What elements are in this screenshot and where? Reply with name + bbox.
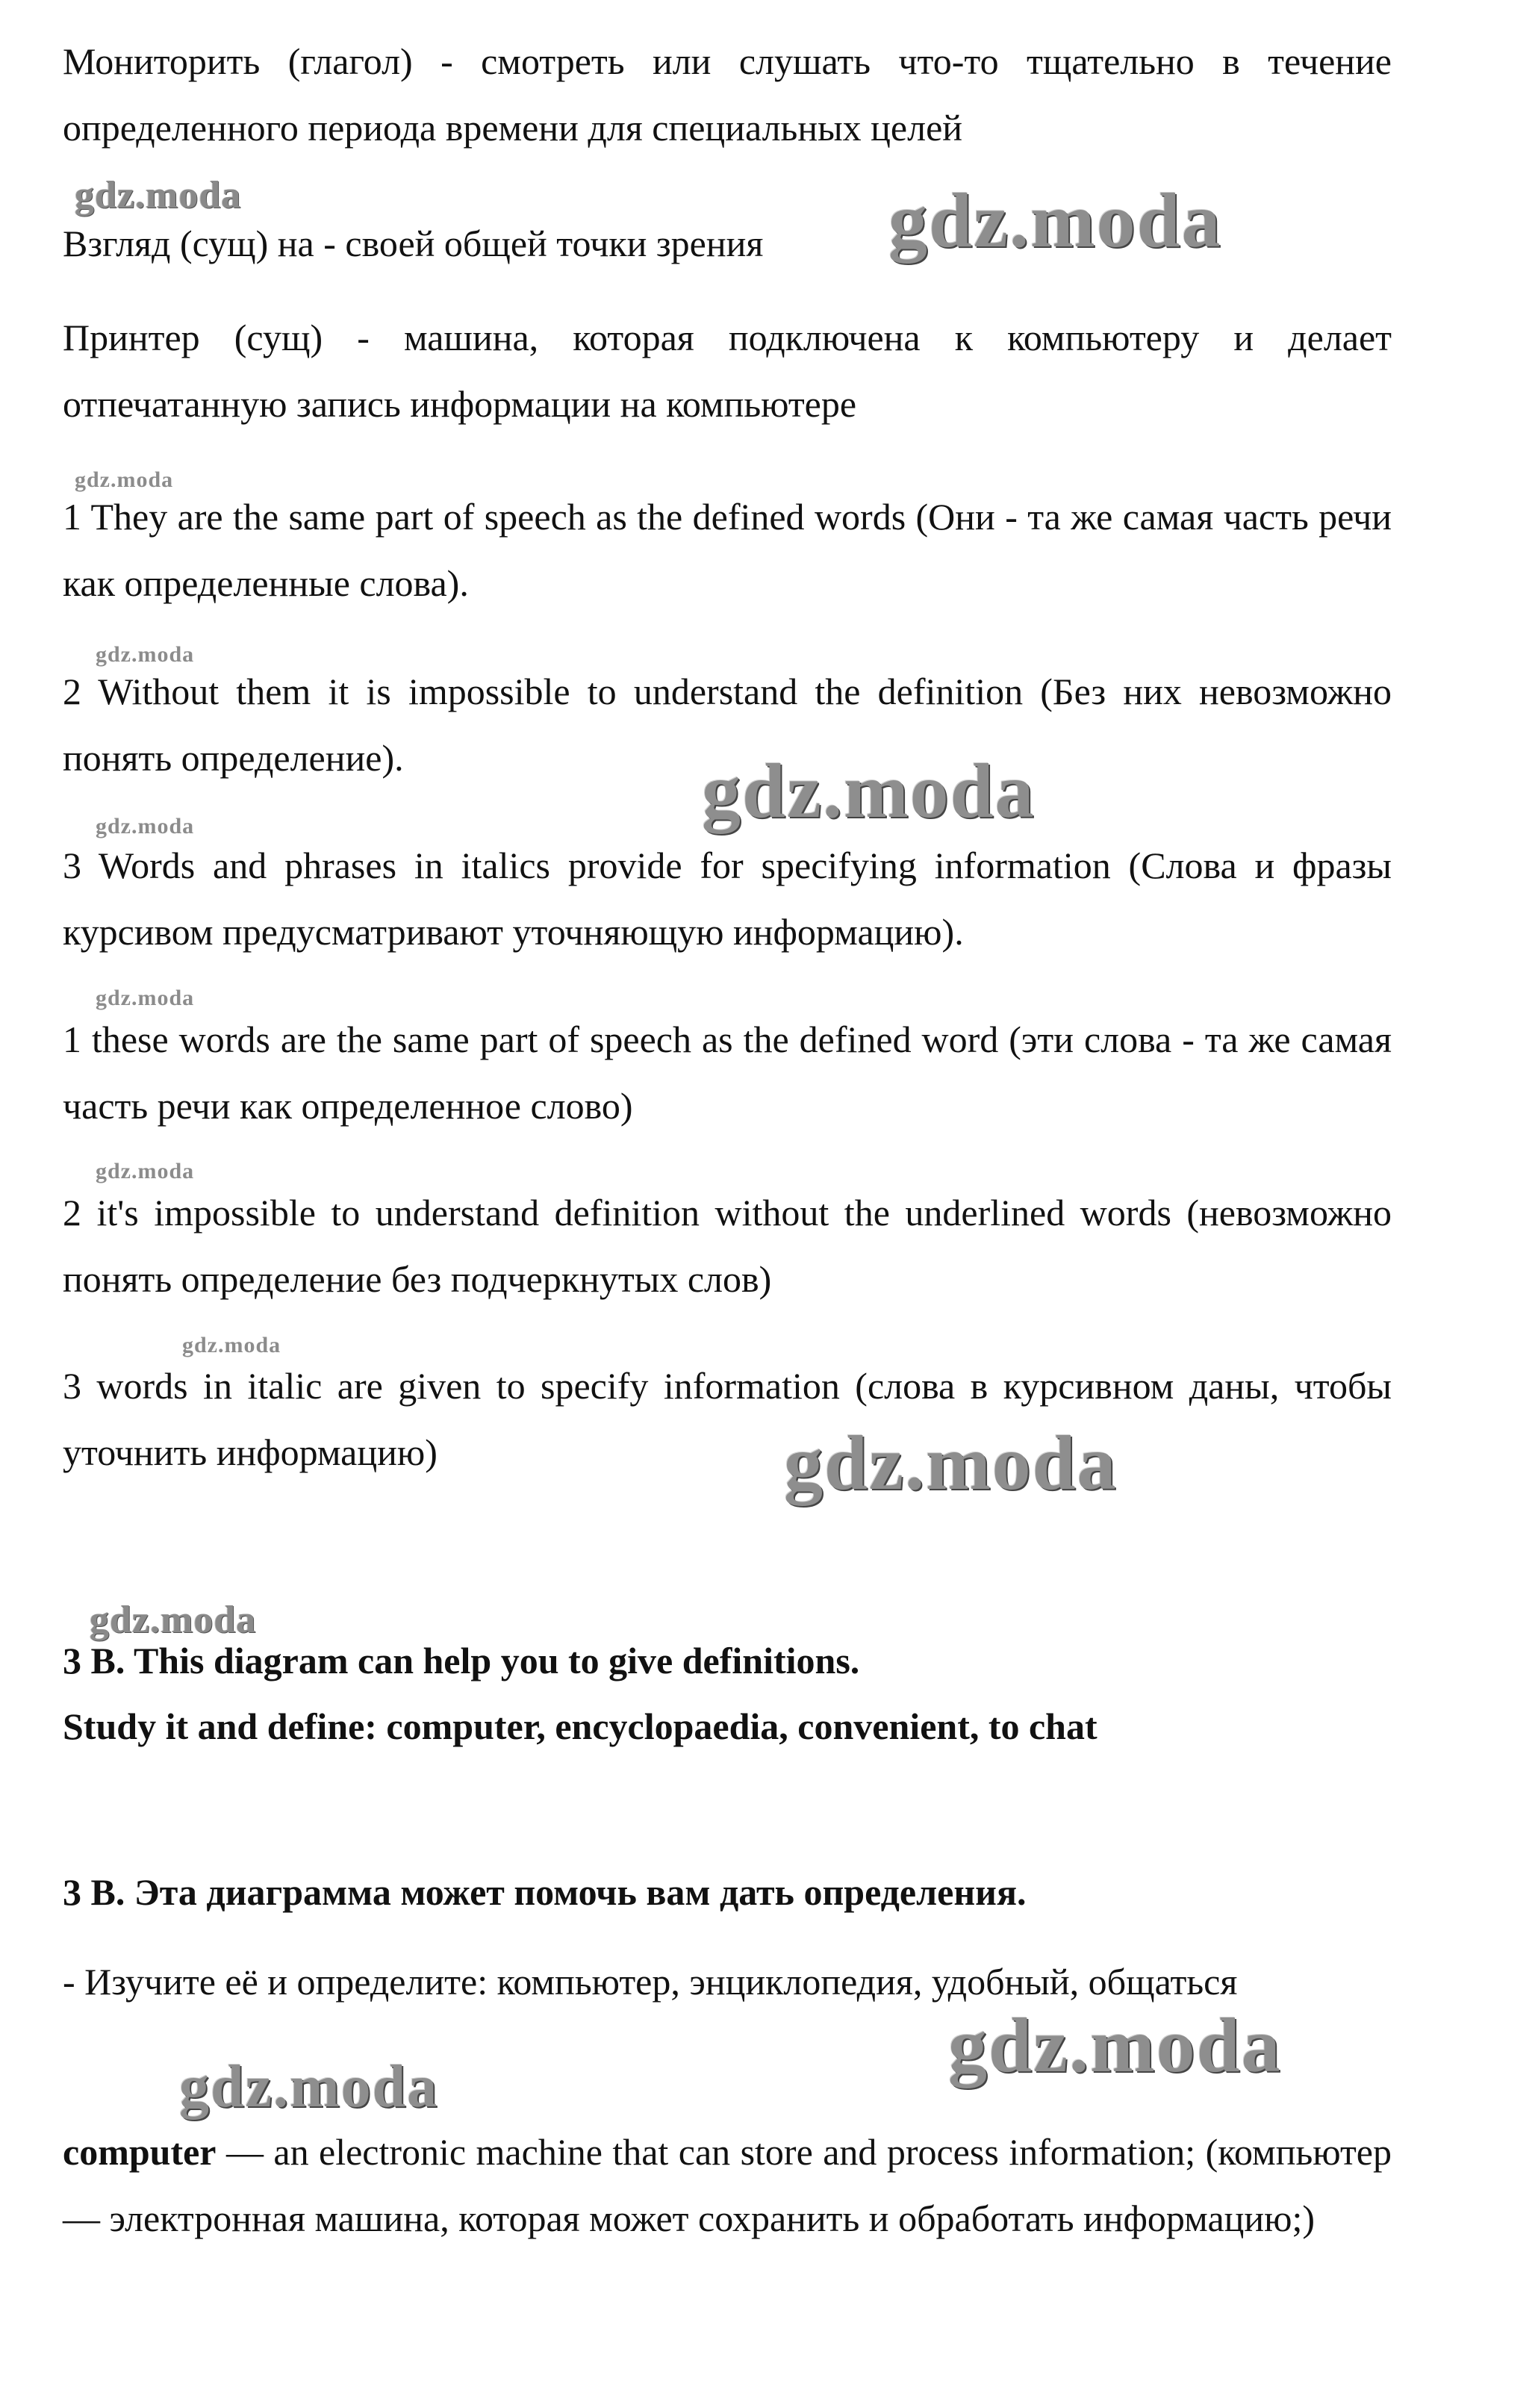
watermark: gdz.moda [948,2003,1282,2088]
watermark: gdz.moda [90,1599,257,1641]
watermark: gdz.moda [179,2054,439,2120]
definition-term: computer [63,2131,217,2173]
watermark: gdz.moda [702,748,1036,834]
paragraph-printer-definition: Принтер (сущ) - машина, которая подключена к компьютеру и делает отпечатанную запись информации на компьютере [63,317,1392,425]
definition-text: — an electronic machine that can store and process information; (компьютер — электронная машина, которая может сохранить и обработать информацию;) [63,2131,1392,2239]
task-heading-en-line-2: Study it and define: computer, encyclopaedia, convenient, to chat [63,1705,1098,1747]
paragraph-answer-2: 2 Without them it is impossible to understand the definition (Без них невозможно понять определение). [63,671,1392,779]
watermark: gdz.moda [784,1420,1118,1506]
paragraph-view-definition: Взгляд (сущ) на - своей общей точки зрения [63,223,764,264]
paragraph-answer-5: 2 it's impossible to understand definition without the underlined words (невозможно понять определение без подчеркнутых слов) [63,1192,1392,1300]
watermark: gdz.moda [182,1333,281,1357]
watermark: gdz.moda [75,467,174,492]
definition-computer [63,2119,1392,2252]
watermark: gdz.moda [96,814,195,839]
watermark: gdz.moda [96,642,195,667]
watermark: gdz.moda [75,174,242,217]
watermark: gdz.moda [96,1159,195,1183]
paragraph-monitor-definition: Мониторить (глагол) - смотреть или слушать что-то тщательно в течение определенного периода времени для специальных целей [63,40,1392,149]
task-heading-en-line-1: 3 B. This diagram can help you to give definitions. [63,1640,860,1681]
watermark: gdz.moda [888,178,1222,264]
paragraph-answer-6: 3 words in italic are given to specify information (слова в курсивном даны, чтобы уточнить информацию) [63,1365,1392,1473]
task-heading-ru: 3 B. Эта диаграмма может помочь вам дать определения. [63,1871,1027,1913]
paragraph-answer-4: 1 these words are the same part of speech as the defined word (эти слова - та же самая часть речи как определенное слово) [63,1018,1392,1127]
paragraph-answer-1: 1 They are the same part of speech as the defined words (Они - та же самая часть речи как определенные слова). [63,496,1392,604]
paragraph-answer-3: 3 Words and phrases in italics provide for specifying information (Слова и фразы курсивом предусматривают уточняющую информацию). [63,844,1392,953]
watermark: gdz.moda [96,986,195,1010]
task-instruction-ru: - Изучите её и определите: компьютер, энциклопедия, удобный, общаться [63,1961,1238,2003]
